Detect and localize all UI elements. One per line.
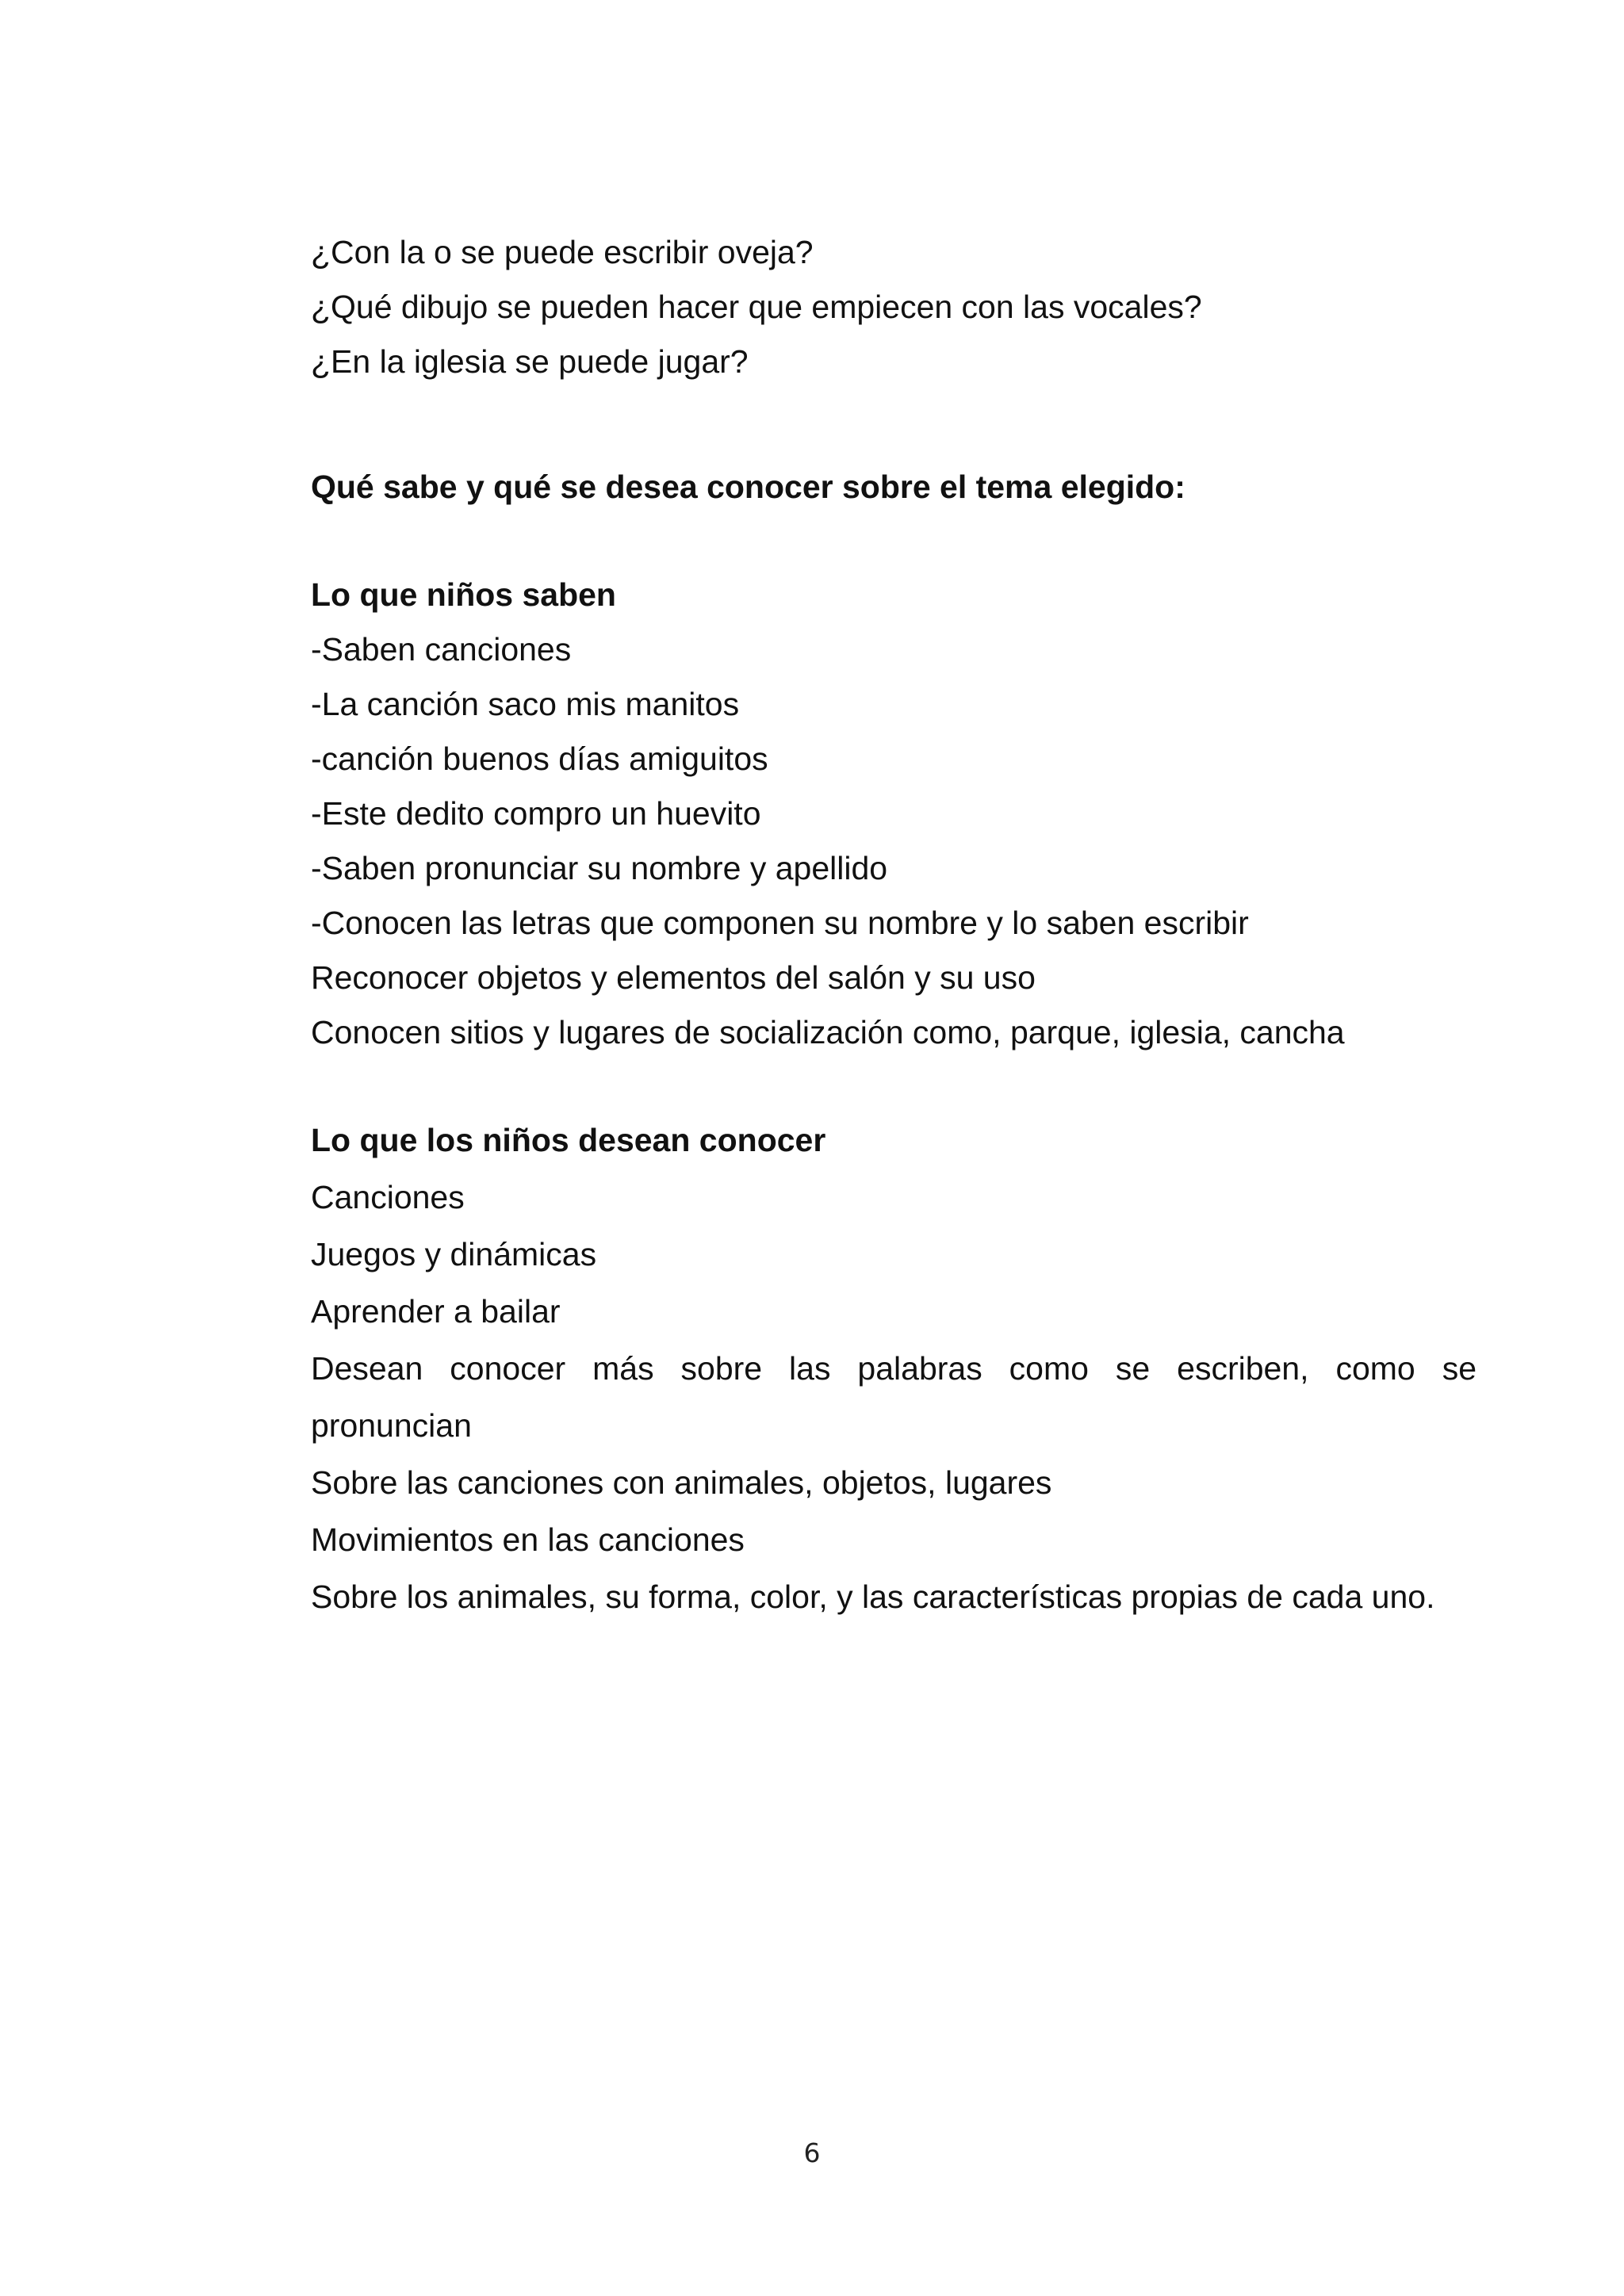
- word: las: [789, 1350, 831, 1387]
- word: palabras: [857, 1350, 982, 1387]
- word: como: [1009, 1350, 1089, 1387]
- justified-line: [311, 1341, 1477, 1396]
- want-heading: Lo que los niños desean conocer: [311, 1122, 826, 1158]
- list-item: -Saben canciones: [311, 631, 572, 668]
- list-item: Movimientos en las canciones: [311, 1521, 745, 1558]
- word: se: [1115, 1350, 1151, 1387]
- word: sobre: [680, 1350, 763, 1387]
- word: se: [1442, 1350, 1477, 1387]
- list-item: -La canción saco mis manitos: [311, 686, 740, 722]
- word: Desean: [311, 1350, 423, 1387]
- list-item: -Saben pronunciar su nombre y apellido: [311, 850, 888, 886]
- list-item-continuation: pronuncian: [311, 1407, 472, 1444]
- know-heading: Lo que niños saben: [311, 576, 616, 613]
- list-item: Sobre los animales, su forma, color, y las características propias de cada uno.: [311, 1578, 1435, 1615]
- list-item: Reconocer objetos y elementos del salón y su uso: [311, 959, 1036, 996]
- question-line: ¿En la iglesia se puede jugar?: [311, 343, 749, 380]
- list-item: Conocen sitios y lugares de socialización como, parque, iglesia, cancha: [311, 1014, 1345, 1050]
- section-title: Qué sabe y qué se desea conocer sobre el tema elegido:: [311, 469, 1185, 505]
- word: como: [1335, 1350, 1415, 1387]
- spacer: [311, 1060, 1477, 1115]
- word: más: [592, 1350, 654, 1387]
- page-content: [311, 225, 1477, 1624]
- list-item: -Este dedito compro un huevito: [311, 795, 761, 832]
- word: escriben,: [1177, 1350, 1309, 1387]
- spacer: [311, 515, 1477, 569]
- list-item: -canción buenos días amiguitos: [311, 740, 768, 777]
- question-line: ¿Qué dibujo se pueden hacer que empiecen con las vocales?: [311, 289, 1202, 325]
- page-number: 6: [803, 2137, 821, 2168]
- list-item: Canciones: [311, 1179, 465, 1215]
- word: conocer: [450, 1350, 566, 1387]
- list-item: -Conocen las letras que componen su nombre y lo saben escribir: [311, 905, 1249, 941]
- list-item: Juegos y dinámicas: [311, 1236, 597, 1272]
- list-item: Sobre las canciones con animales, objetos, lugares: [311, 1464, 1052, 1501]
- list-item: Aprender a bailar: [311, 1293, 561, 1330]
- question-line: ¿Con la o se puede escribir oveja?: [311, 234, 814, 270]
- spacer: [311, 389, 1477, 444]
